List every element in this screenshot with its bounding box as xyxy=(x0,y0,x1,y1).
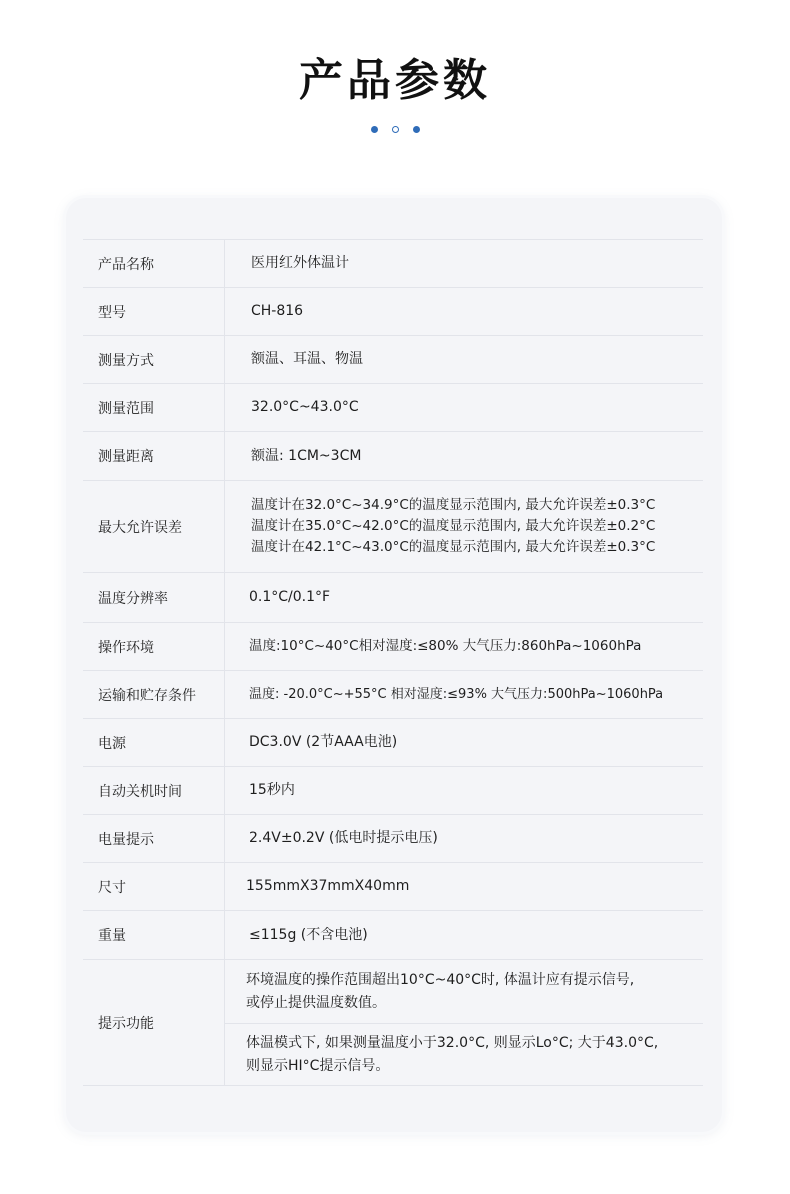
table-row xyxy=(83,288,703,336)
table-row xyxy=(83,623,703,671)
spec-label: 产品名称 xyxy=(83,240,225,287)
table-row xyxy=(83,481,703,573)
table-row xyxy=(83,767,703,815)
pager-dot xyxy=(392,126,399,133)
spec-label: 重量 xyxy=(83,911,225,959)
pager-dot xyxy=(413,126,420,133)
table-row xyxy=(83,432,703,481)
spec-label: 型号 xyxy=(83,288,225,335)
note-line: 或停止提供温度数值。 xyxy=(246,994,386,1011)
spec-value: 32.0°C~43.0°C xyxy=(251,399,359,415)
table-row xyxy=(83,573,703,623)
spec-value: 0.1°C/0.1°F xyxy=(249,589,331,605)
table-row xyxy=(83,240,703,288)
spec-value: 155mmX37mmX40mm xyxy=(246,878,410,894)
spec-value: 医用红外体温计 xyxy=(251,255,349,271)
spec-label: 测量距离 xyxy=(83,432,225,480)
table-row xyxy=(83,671,703,719)
spec-value: 温度:10°C~40°C相对湿度:≤80% 大气压力:860hPa~1060hPa xyxy=(249,638,642,654)
spec-label: 尺寸 xyxy=(83,863,225,910)
spec-label: 最大允许误差 xyxy=(83,481,225,572)
note-line: 则显示HI°C提示信号。 xyxy=(246,1057,390,1074)
page-title: 产品参数 xyxy=(299,55,491,106)
spec-line: 温度计在35.0°C~42.0°C的温度显示范围内, 最大允许误差±0.2°C xyxy=(251,518,656,534)
spec-value xyxy=(225,481,703,572)
table-row xyxy=(83,815,703,863)
table-row xyxy=(83,719,703,767)
note-block xyxy=(225,960,703,1023)
spec-value xyxy=(225,960,703,1085)
note-line: 体温模式下, 如果测量温度小于32.0°C, 则显示Lo°C; 大于43.0°C, xyxy=(246,1034,659,1051)
spec-value: 额温、耳温、物温 xyxy=(251,351,363,367)
pager-dots xyxy=(0,126,790,133)
pager-dot xyxy=(371,126,378,133)
spec-value: 15秒内 xyxy=(249,782,295,798)
spec-label: 测量方式 xyxy=(83,336,225,383)
note-block xyxy=(225,1023,703,1085)
spec-value: ≤115g (不含电池) xyxy=(249,926,368,943)
table-row xyxy=(83,384,703,432)
spec-line: 温度计在42.1°C~43.0°C的温度显示范围内, 最大允许误差±0.3°C xyxy=(251,539,656,555)
spec-value: 温度: -20.0°C~+55°C 相对湿度:≤93% 大气压力:500hPa~1060hPa xyxy=(249,687,664,702)
spec-label: 温度分辨率 xyxy=(83,573,225,622)
spec-label: 操作环境 xyxy=(83,623,225,670)
spec-value: 2.4V±0.2V (低电时提示电压) xyxy=(249,830,438,846)
spec-label: 测量范围 xyxy=(83,384,225,431)
spec-label: 提示功能 xyxy=(83,960,225,1085)
spec-label: 电量提示 xyxy=(83,815,225,862)
table-row xyxy=(83,336,703,384)
spec-value: 额温: 1CM~3CM xyxy=(251,447,362,464)
spec-table xyxy=(83,239,703,1086)
spec-label: 自动关机时间 xyxy=(83,767,225,814)
table-row xyxy=(83,911,703,960)
spec-value: CH-816 xyxy=(251,303,304,319)
spec-line: 温度计在32.0°C~34.9°C的温度显示范围内, 最大允许误差±0.3°C xyxy=(251,497,656,513)
table-row xyxy=(83,960,703,1086)
table-row xyxy=(83,863,703,911)
spec-label: 电源 xyxy=(83,719,225,766)
spec-value: DC3.0V (2节AAA电池) xyxy=(249,734,398,750)
spec-label: 运输和贮存条件 xyxy=(83,671,225,718)
note-line: 环境温度的操作范围超出10°C~40°C时, 体温计应有提示信号, xyxy=(246,971,635,988)
